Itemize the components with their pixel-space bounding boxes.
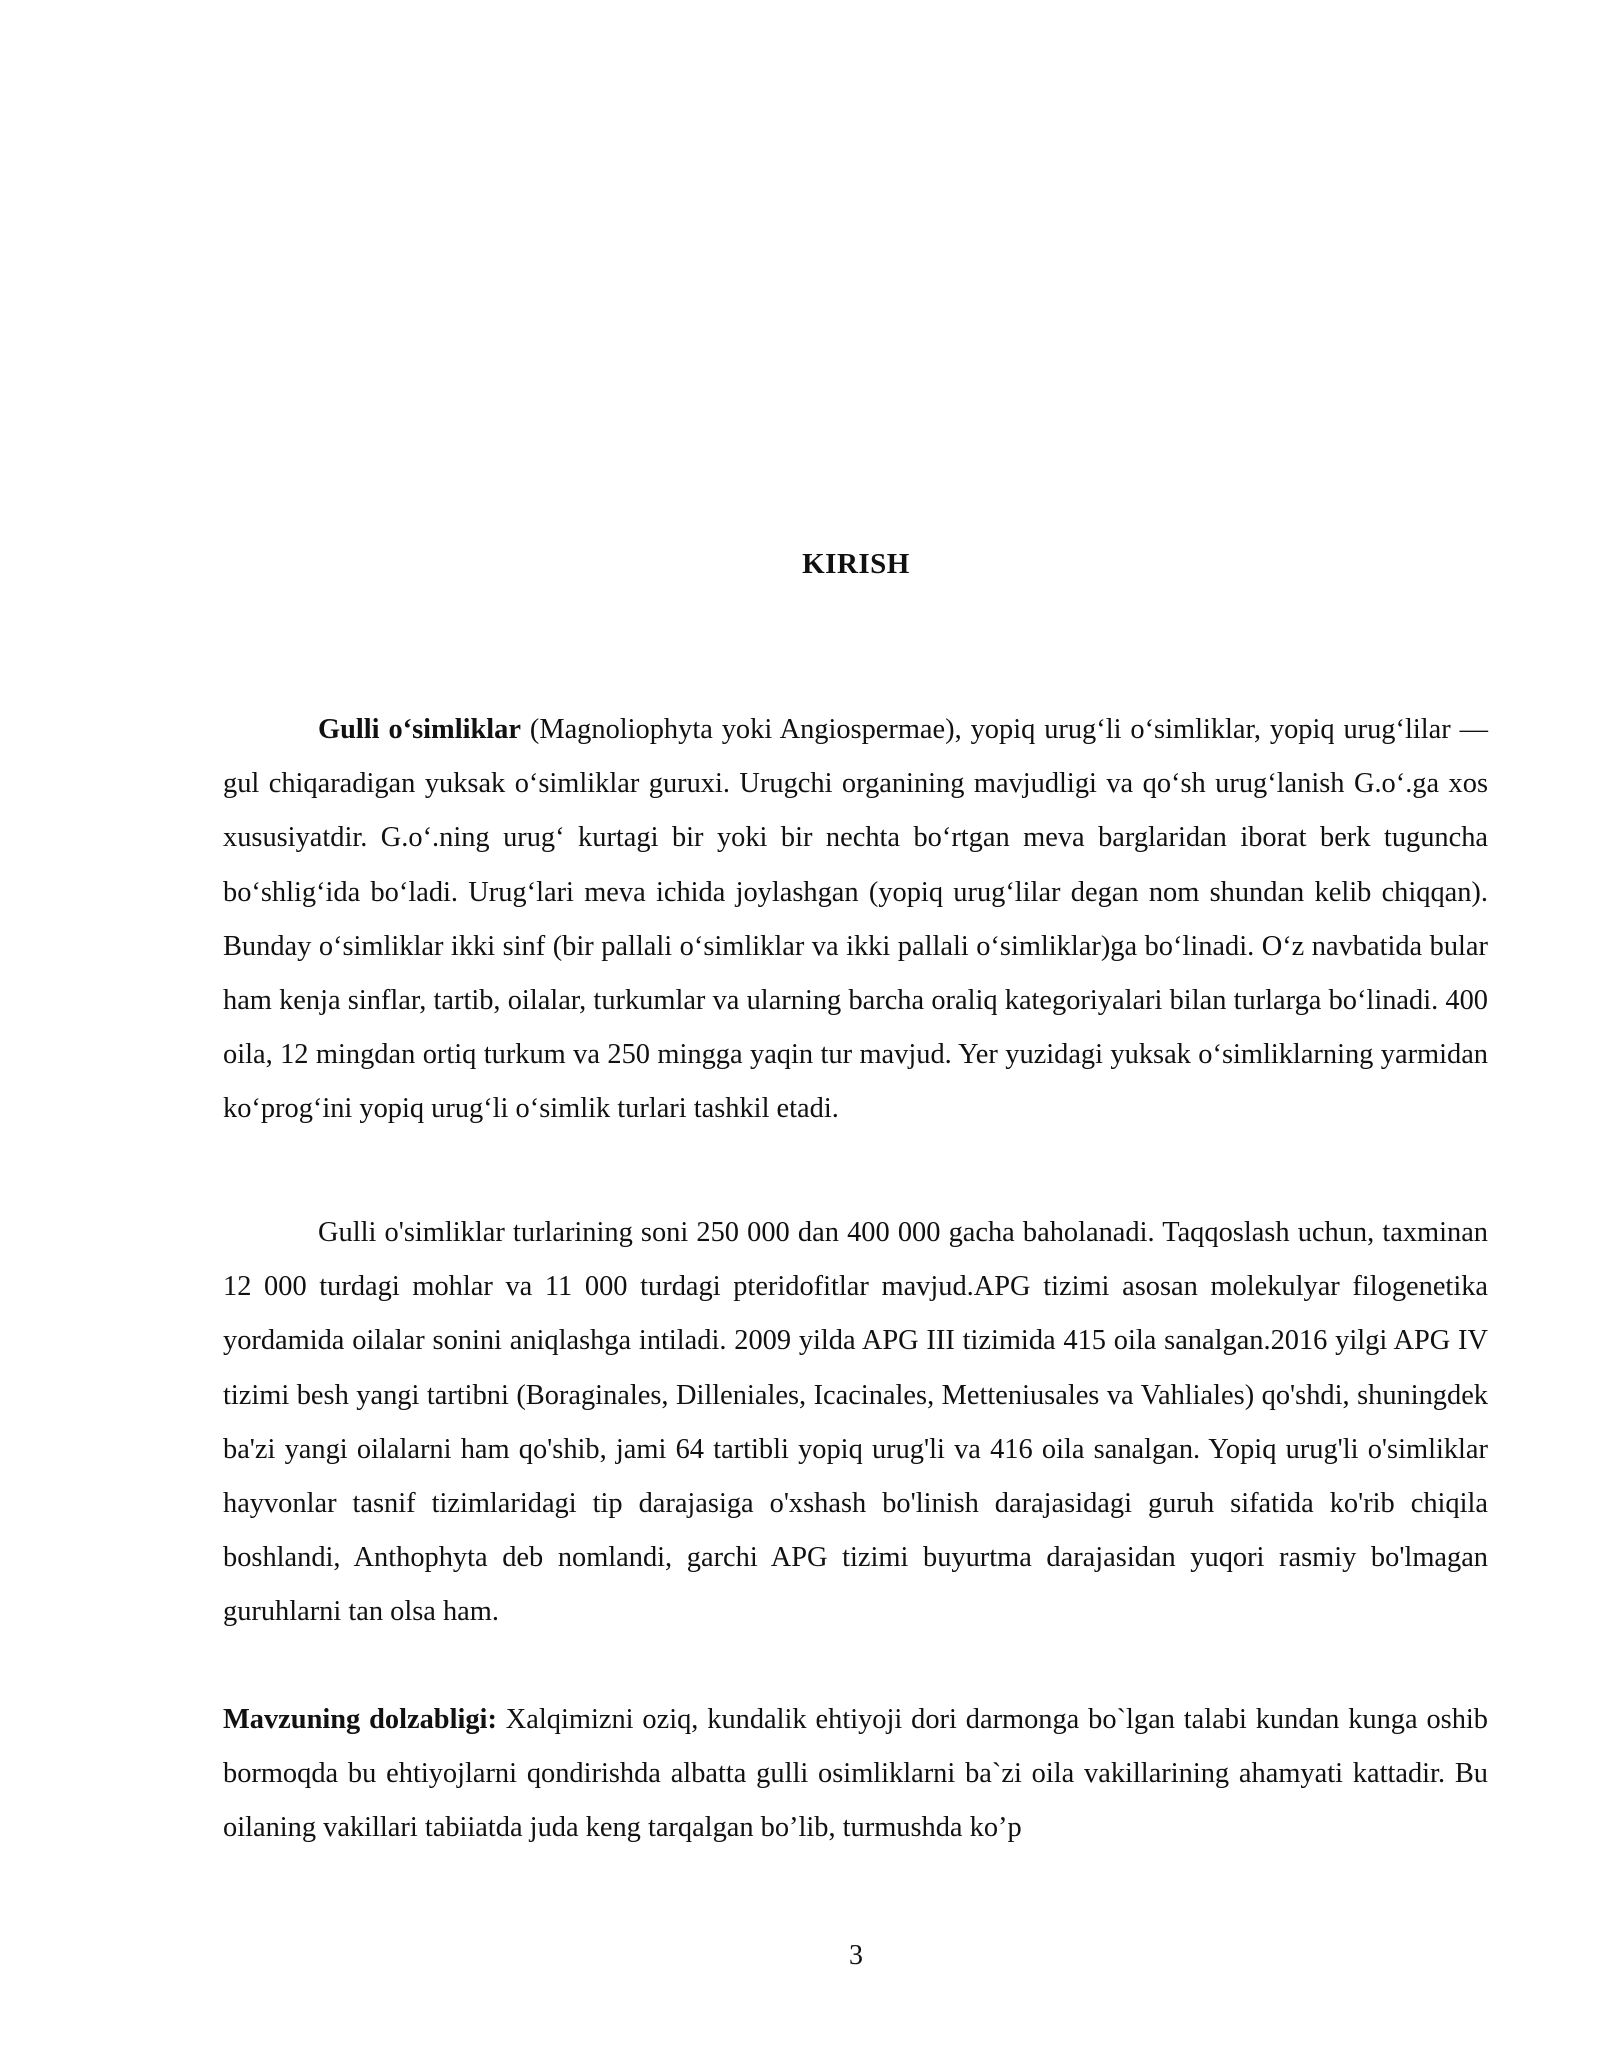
section-heading: KIRISH	[802, 548, 910, 580]
species-count-paragraph	[223, 1206, 1488, 1640]
relevance-paragraph	[223, 1693, 1488, 1856]
intro-paragraph-text: (Magnoliophyta yoki Angiospermae), yopiq urug‘li o‘simliklar, yopiq urug‘lilar — gul chiqaradigan yuksak o‘simliklar guruxi. Urugchi organining mavjudligi va qo‘sh urug‘lanish G.o‘.ga xos xususiyatdir. G.o‘.ning urug‘ kurtagi bir yoki bir nechta bo‘rtgan meva barglaridan iborat berk tuguncha bo‘shlig‘ida bo‘ladi. Urug‘lari meva ichida joylashgan (yopiq urug‘lilar degan nom shundan kelib chiqqan). Bunday o‘simliklar ikki sinf (bir pallali o‘simliklar va ikki pallali o‘simliklar)ga bo‘linadi. O‘z navbatida bular ham kenja sinflar, tartib, oilalar, turkumlar va ularning barcha oraliq kategoriyalari bilan turlarga bo‘linadi. 400 oila, 12 mingdan ortiq turkum va 250 mingga yaqin tur mavjud. Yer yuzidagi yuksak o‘simliklarning yarmidan ko‘prog‘ini yopiq urug‘li o‘simlik turlari tashkil etadi.	[223, 714, 1488, 1125]
relevance-lead-term: Mavzuning dolzabligi:	[223, 1704, 497, 1735]
page-number: 3	[849, 1940, 863, 1971]
relevance-paragraph-text: Xalqimizni oziq, kundalik ehtiyoji dori darmonga bo`lgan talabi kundan kunga oshib bormoqda bu ehtiyojlarni qondirishda albatta gulli osimliklarni ba`zi oila vakillarining ahamyati kattadir. Bu oilaning vakillari tabiiatda juda keng tarqalgan bo’lib, turmushda ko’p	[223, 1704, 1488, 1844]
intro-lead-term: Gulli o‘simliklar	[318, 714, 521, 745]
species-count-text: Gulli o'simliklar turlarining soni 250 000 dan 400 000 gacha baholanadi. Taqqoslash uchun, taxminan 12 000 turdagi mohlar va 11 000 turdagi pteridofitlar mavjud.APG tizimi asosan molekulyar filogenetika yordamida oilalar sonini aniqlashga intiladi. 2009 yilda APG III tizimida 415 oila sanalgan.2016 yilgi APG IV tizimi besh yangi tartibni (Boraginales, Dilleniales, Icacinales, Metteniusales va Vahliales) qo'shdi, shuningdek ba'zi yangi oilalarni ham qo'shib, jami 64 tartibli yopiq urug'li va 416 oila sanalgan. Yopiq urug'li o'simliklar hayvonlar tasnif tizimlaridagi tip darajasiga o'xshash bo'linish darajasidagi guruh sifatida ko'rib chiqila boshlandi, Anthophyta deb nomlandi, garchi APG tizimi buyurtma darajasidan yuqori rasmiy bo'lmagan guruhlarni tan olsa ham.	[223, 1217, 1488, 1628]
intro-paragraph	[223, 703, 1488, 1137]
